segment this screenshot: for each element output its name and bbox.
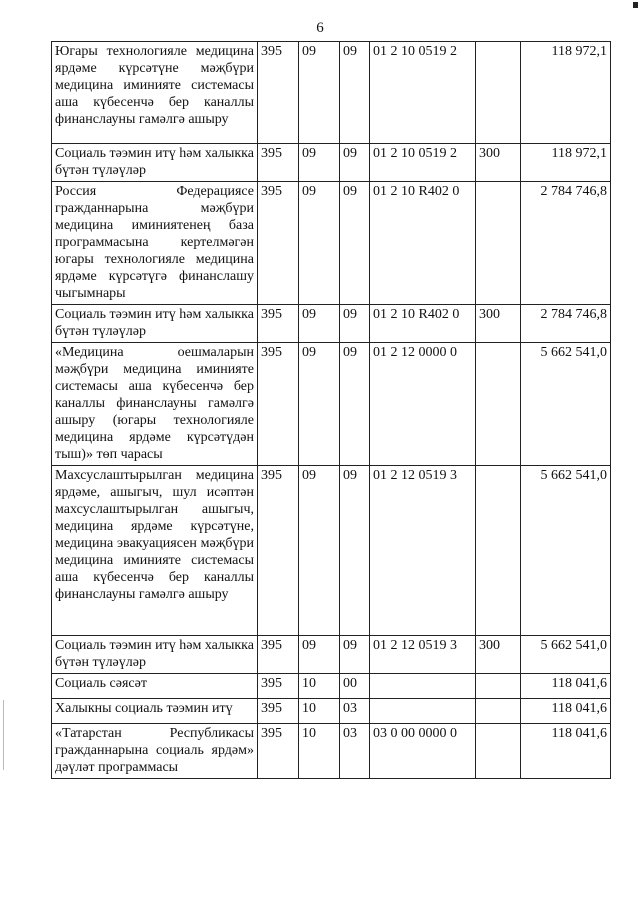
- expense-name-cell: Махсуслаштырылган медицина ярдәме, ашыгыч, шул исәптән махсуслаштырылган ашыгыч, медицина ярдәме күрсәтүне, медицина эвакуациясен мәҗбүри медицина иминияте системасы аша күбесенчә бер каналлы финанслауны гамәлгә ашыру: [52, 466, 258, 636]
- expense-name-cell: Халыкны социаль тәэмин итү: [52, 699, 258, 724]
- section-code-cell: 09: [299, 182, 340, 305]
- amount-cell: 118 972,1: [521, 42, 611, 144]
- budget-table-body: [52, 42, 611, 779]
- section-code-cell: 09: [299, 305, 340, 343]
- section-code-cell: 09: [299, 42, 340, 144]
- ministry-code-cell: 395: [258, 42, 299, 144]
- ministry-code-cell: 395: [258, 699, 299, 724]
- expense-name-cell: Югары технологияле медицина ярдәме күрсәтүне мәҗбүри медицина иминияте системасы аша күбесенчә бер каналлы финанслауны гамәлгә ашыру: [52, 42, 258, 144]
- target-article-cell: 01 2 10 0519 2: [370, 144, 476, 182]
- page-number: 6: [316, 20, 324, 36]
- subsection-code-cell: 03: [340, 724, 370, 779]
- subsection-code-cell: 03: [340, 699, 370, 724]
- target-article-cell: [370, 699, 476, 724]
- corner-scan-mark: [633, 2, 638, 8]
- subsection-code-cell: 09: [340, 466, 370, 636]
- target-article-cell: [370, 674, 476, 699]
- table-row: [52, 674, 611, 699]
- subsection-code-cell: 09: [340, 144, 370, 182]
- expense-name-cell: «Татарстан Республикасы гражданнарына социаль ярдәм» дәүләт программасы: [52, 724, 258, 779]
- subsection-code-cell: 09: [340, 305, 370, 343]
- section-code-cell: 10: [299, 699, 340, 724]
- scan-edge-mark: [3, 700, 4, 770]
- subsection-code-cell: 09: [340, 636, 370, 674]
- subsection-code-cell: 09: [340, 42, 370, 144]
- table-row: [52, 343, 611, 466]
- table-row: [52, 699, 611, 724]
- expense-type-cell: [476, 699, 521, 724]
- subsection-code-cell: 09: [340, 343, 370, 466]
- amount-cell: 118 041,6: [521, 724, 611, 779]
- expense-type-cell: [476, 466, 521, 636]
- expense-type-cell: [476, 42, 521, 144]
- section-code-cell: 10: [299, 724, 340, 779]
- target-article-cell: 01 2 12 0519 3: [370, 466, 476, 636]
- expense-name-cell: Россия Федерациясе гражданнарына мәҗбүри медицина иминиятенең база программасына кертелмәгән югары технологияле медицина ярдәме күрсәтүгә финанслашу чыгымнары: [52, 182, 258, 305]
- amount-cell: 118 972,1: [521, 144, 611, 182]
- ministry-code-cell: 395: [258, 144, 299, 182]
- table-row: [52, 144, 611, 182]
- amount-cell: 5 662 541,0: [521, 466, 611, 636]
- target-article-cell: 01 2 10 R402 0: [370, 182, 476, 305]
- amount-cell: 118 041,6: [521, 674, 611, 699]
- table-row: [52, 305, 611, 343]
- target-article-cell: 03 0 00 0000 0: [370, 724, 476, 779]
- table-row: [52, 466, 611, 636]
- ministry-code-cell: 395: [258, 636, 299, 674]
- ministry-code-cell: 395: [258, 343, 299, 466]
- subsection-code-cell: 00: [340, 674, 370, 699]
- target-article-cell: 01 2 12 0519 3: [370, 636, 476, 674]
- expense-type-cell: [476, 182, 521, 305]
- target-article-cell: 01 2 10 0519 2: [370, 42, 476, 144]
- expense-type-cell: 300: [476, 144, 521, 182]
- expense-type-cell: 300: [476, 636, 521, 674]
- ministry-code-cell: 395: [258, 466, 299, 636]
- amount-cell: 2 784 746,8: [521, 182, 611, 305]
- section-code-cell: 10: [299, 674, 340, 699]
- expense-type-cell: 300: [476, 305, 521, 343]
- expense-name-cell: Социаль тәэмин итү һәм халыкка бүтән түләүләр: [52, 305, 258, 343]
- ministry-code-cell: 395: [258, 724, 299, 779]
- amount-cell: 2 784 746,8: [521, 305, 611, 343]
- ministry-code-cell: 395: [258, 674, 299, 699]
- amount-cell: 5 662 541,0: [521, 343, 611, 466]
- expense-type-cell: [476, 724, 521, 779]
- budget-table: [51, 41, 611, 779]
- expense-type-cell: [476, 343, 521, 466]
- expense-name-cell: Социаль тәэмин итү һәм халыкка бүтән түләүләр: [52, 144, 258, 182]
- target-article-cell: 01 2 12 0000 0: [370, 343, 476, 466]
- ministry-code-cell: 395: [258, 182, 299, 305]
- expense-name-cell: «Медицина оешмаларын мәҗбүри медицина иминияте системасы аша күбесенчә бер каналлы финанслауны гамәлгә ашыру (югары технологияле медицина ярдәме күрсәтүдән тыш)» төп чарасы: [52, 343, 258, 466]
- amount-cell: 118 041,6: [521, 699, 611, 724]
- section-code-cell: 09: [299, 636, 340, 674]
- table-row: [52, 636, 611, 674]
- amount-cell: 5 662 541,0: [521, 636, 611, 674]
- table-row: [52, 182, 611, 305]
- expense-name-cell: Социаль сәясәт: [52, 674, 258, 699]
- table-row: [52, 724, 611, 779]
- section-code-cell: 09: [299, 343, 340, 466]
- target-article-cell: 01 2 10 R402 0: [370, 305, 476, 343]
- subsection-code-cell: 09: [340, 182, 370, 305]
- table-row: [52, 42, 611, 144]
- expense-type-cell: [476, 674, 521, 699]
- ministry-code-cell: 395: [258, 305, 299, 343]
- section-code-cell: 09: [299, 144, 340, 182]
- expense-name-cell: Социаль тәэмин итү һәм халыкка бүтән түләүләр: [52, 636, 258, 674]
- section-code-cell: 09: [299, 466, 340, 636]
